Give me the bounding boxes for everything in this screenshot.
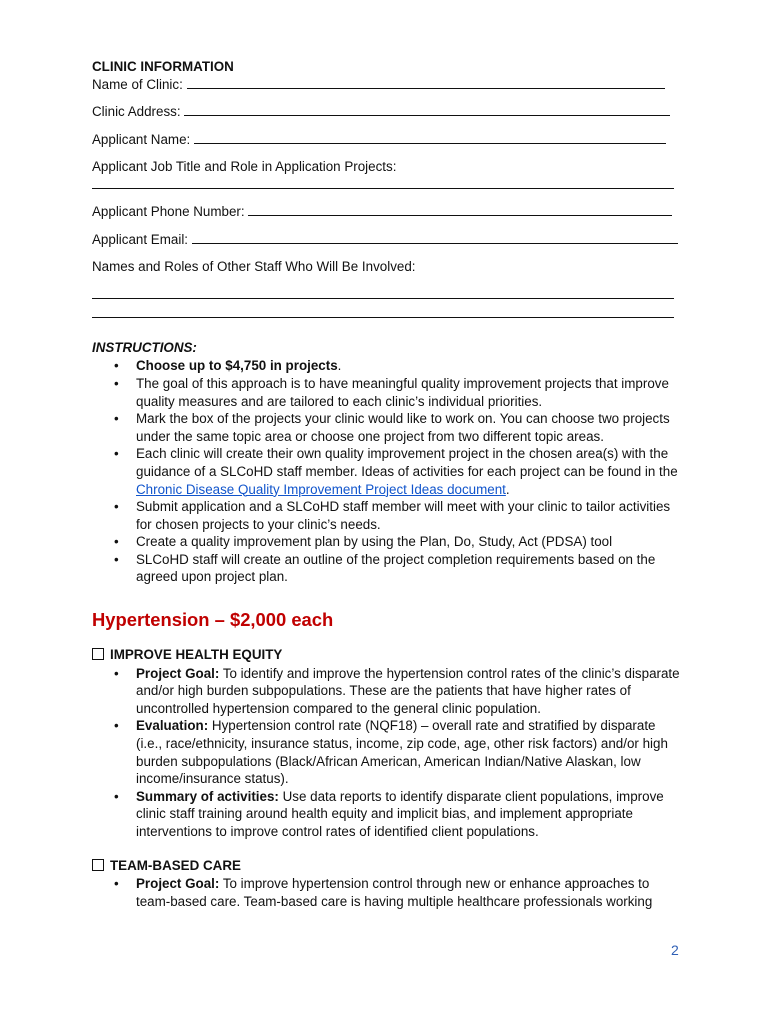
email-blank[interactable] xyxy=(192,231,678,244)
bullet-icon: • xyxy=(114,534,119,550)
clinic-name-blank[interactable] xyxy=(187,76,665,89)
instruction-item: • Submit application and a SLCoHD staff member will meet with your clinic to tailor activities for chosen projects to your clinic’s needs. xyxy=(114,499,671,532)
other-staff-blank-2[interactable] xyxy=(92,305,674,318)
team-based-care-checkbox[interactable] xyxy=(92,859,104,871)
instructions-title: INSTRUCTIONS: xyxy=(92,339,197,355)
other-staff-label: Names and Roles of Other Staff Who Will Be Involved: xyxy=(92,259,416,275)
instruction-item: • Choose up to $4,750 in projects. xyxy=(114,358,342,374)
bullet-icon: • xyxy=(114,499,119,515)
bullet-icon: • xyxy=(114,375,119,391)
instruction-item: • SLCoHD staff will create an outline of the project completion requirements based on the agreed upon project plan. xyxy=(114,551,656,585)
equity-summary-item: • Summary of activities: Use data reports to identify disparate client populations, improve clinic staff training around health equity and implicit bias, and implement appropriate interventions to improve control rates of identified client populations. xyxy=(114,788,664,839)
applicant-name-field xyxy=(92,131,682,149)
instructions-list xyxy=(92,357,682,586)
phone-field xyxy=(92,203,682,221)
applicant-name-label: Applicant Name: xyxy=(92,131,191,147)
instruction-bold-text: Choose up to $4,750 in projects xyxy=(136,358,338,374)
page-number: 2 xyxy=(671,942,679,958)
bullet-icon: • xyxy=(114,358,119,374)
document-page xyxy=(92,58,682,910)
other-staff-field xyxy=(92,258,682,318)
clinic-address-field xyxy=(92,103,682,121)
health-equity-option xyxy=(92,646,682,664)
bullet-icon: • xyxy=(114,876,119,892)
bullet-icon: • xyxy=(114,665,119,681)
team-based-care-heading: TEAM-BASED CARE xyxy=(110,857,241,873)
clinic-info-heading: CLINIC INFORMATION xyxy=(92,59,234,74)
team-based-care-option xyxy=(92,857,682,875)
instruction-item: • The goal of this approach is to have meaningful quality improvement projects that improve quality measures and are tailored to each clinic’s individual priorities. xyxy=(114,375,669,409)
team-based-care-details xyxy=(92,875,682,910)
phone-blank[interactable] xyxy=(248,203,672,216)
job-title-label: Applicant Job Title and Role in Application Projects: xyxy=(92,159,397,175)
bullet-icon: • xyxy=(114,718,119,734)
phone-label: Applicant Phone Number: xyxy=(92,203,245,219)
bullet-icon: • xyxy=(114,551,119,567)
instruction-item: • Create a quality improvement plan by using the Plan, Do, Study, Act (PDSA) tool xyxy=(114,534,613,550)
email-label: Applicant Email: xyxy=(92,231,189,247)
equity-goal-item: • Project Goal: To identify and improve the hypertension control rates of the clinic’s disparate and/or high burden subpopulations. These are the patients that have higher rates of uncontrolled hypertension compared to the general clinic population. xyxy=(114,665,680,716)
project-ideas-link[interactable]: Chronic Disease Quality Improvement Project Ideas document xyxy=(136,481,506,497)
job-title-blank[interactable] xyxy=(92,176,674,189)
job-title-field xyxy=(92,158,682,189)
bullet-icon: • xyxy=(114,411,119,427)
hypertension-section-title: Hypertension – $2,000 each xyxy=(92,609,334,631)
clinic-name-field xyxy=(92,76,682,94)
team-goal-item: • Project Goal: To improve hypertension control through new or enhance approaches to team-based care. Team-based care is having multiple healthcare professionals working xyxy=(114,876,653,909)
instruction-item: • Mark the box of the projects your clinic would like to work on. You can choose two projects under the same topic area or choose one project from two different topic areas. xyxy=(114,411,670,444)
health-equity-heading: IMPROVE HEALTH EQUITY xyxy=(110,647,283,663)
instruction-item: • Each clinic will create their own quality improvement project in the chosen area(s) with the guidance of a SLCoHD staff member. Ideas of activities for each project can be found in the Chronic Disease Quality Improvement Project Ideas document. xyxy=(114,446,678,497)
other-staff-blank-1[interactable] xyxy=(92,286,674,299)
clinic-name-label: Name of Clinic: xyxy=(92,76,183,92)
clinic-address-label: Clinic Address: xyxy=(92,104,181,120)
clinic-address-blank[interactable] xyxy=(184,103,670,116)
equity-evaluation-item: • Evaluation: Hypertension control rate (NQF18) – overall rate and stratified by disparate (i.e., race/ethnicity, insurance status, income, zip code, age, other risk factors) and/or high burden subpopulations (Black/African American, American Indian/Native Alaskan, low income/insurance status). xyxy=(114,718,668,787)
health-equity-details xyxy=(92,665,682,841)
email-field xyxy=(92,231,682,249)
health-equity-checkbox[interactable] xyxy=(92,648,104,660)
bullet-icon: • xyxy=(114,446,119,462)
applicant-name-blank[interactable] xyxy=(194,131,666,144)
bullet-icon: • xyxy=(114,788,119,804)
